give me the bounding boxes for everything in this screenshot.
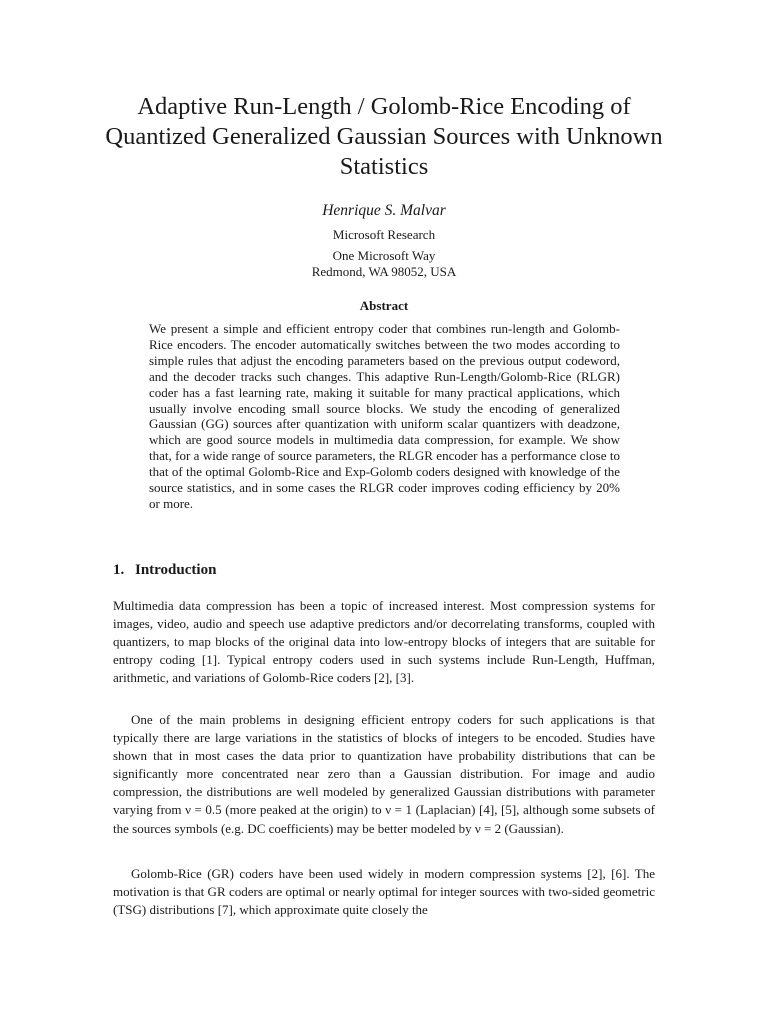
affiliation-org: Microsoft Research [332, 227, 436, 242]
affiliation-address-line2: Redmond, WA 98052, USA [311, 264, 457, 279]
abstract-text: We present a simple and efficient entropy coder that combines run-length and Golomb-Rice encoders. The encoder automatically switches between the two modes according to simple rules that adjust the encoding parameters based on the previous output codeword, and the decoder tracks such changes. This adaptive Run-Length/Golomb-Rice (RLGR) coder has a fast learning rate, making it suitable for many practical applications, which usually involve encoding small source blocks. We study the encoding of generalized Gaussian (GG) sources after quantization with uniform scalar quantizers with deadzone, which are good source models in multimedia data compression, for example. We show that, for a wide range of source parameters, the RLGR encoder has a performance close to that of the optimal Golomb-Rice and Exp-Golomb coders designed with knowledge of the source statistics, and in some cases the RLGR coder improves coding efficiency by 20% or more. [149, 321, 620, 511]
affiliation-address-line1: One Microsoft Way [332, 248, 436, 263]
author-name: Henrique S. Malvar [322, 202, 446, 219]
section-number: 1. [113, 562, 125, 578]
section-title: Introduction [135, 562, 217, 578]
body-paragraph-1: Multimedia data compression has been a topic of increased interest. Most compression systems for images, video, audio and speech use adaptive predictors and/or decorrelating transforms, coupled with quantizers, to map blocks of the original data into low-entropy blocks of integers that are suitable for entropy coding [1]. Typical entropy coders used in such systems include Run-Length, Huffman, arithmetic, and variations of Golomb-Rice coders [2], [3]. [113, 598, 655, 686]
abstract-heading: Abstract [359, 298, 409, 313]
body-paragraph-2: One of the main problems in designing efficient entropy coders for such applications is that typically there are large variations in the statistics of blocks of integers to be encoded. Studies have shown that in most cases the data prior to quantization have probability distributions that can be significantly more concentrated near zero than a Gaussian distribution. For image and audio compression, the distributions are well modeled by generalized Gaussian distributions with parameter varying from ν = 0.5 (more peaked at the origin) to ν = 1 (Laplacian) [4], [5], although some subsets of the sources symbols (e.g. DC coefficients) may be better modeled by ν = 2 (Gaussian). [113, 712, 655, 836]
section-heading [113, 562, 216, 579]
paper-title: Adaptive Run-Length / Golomb-Rice Encoding of Quantized Generalized Gaussian Sources with Unknown Statistics [105, 93, 663, 180]
body-paragraph-3: Golomb-Rice (GR) coders have been used widely in modern compression systems [2], [6]. The motivation is that GR coders are optimal or nearly optimal for integer sources with two-sided geometric (TSG) distributions [7], which approximate quite closely the [113, 866, 655, 918]
